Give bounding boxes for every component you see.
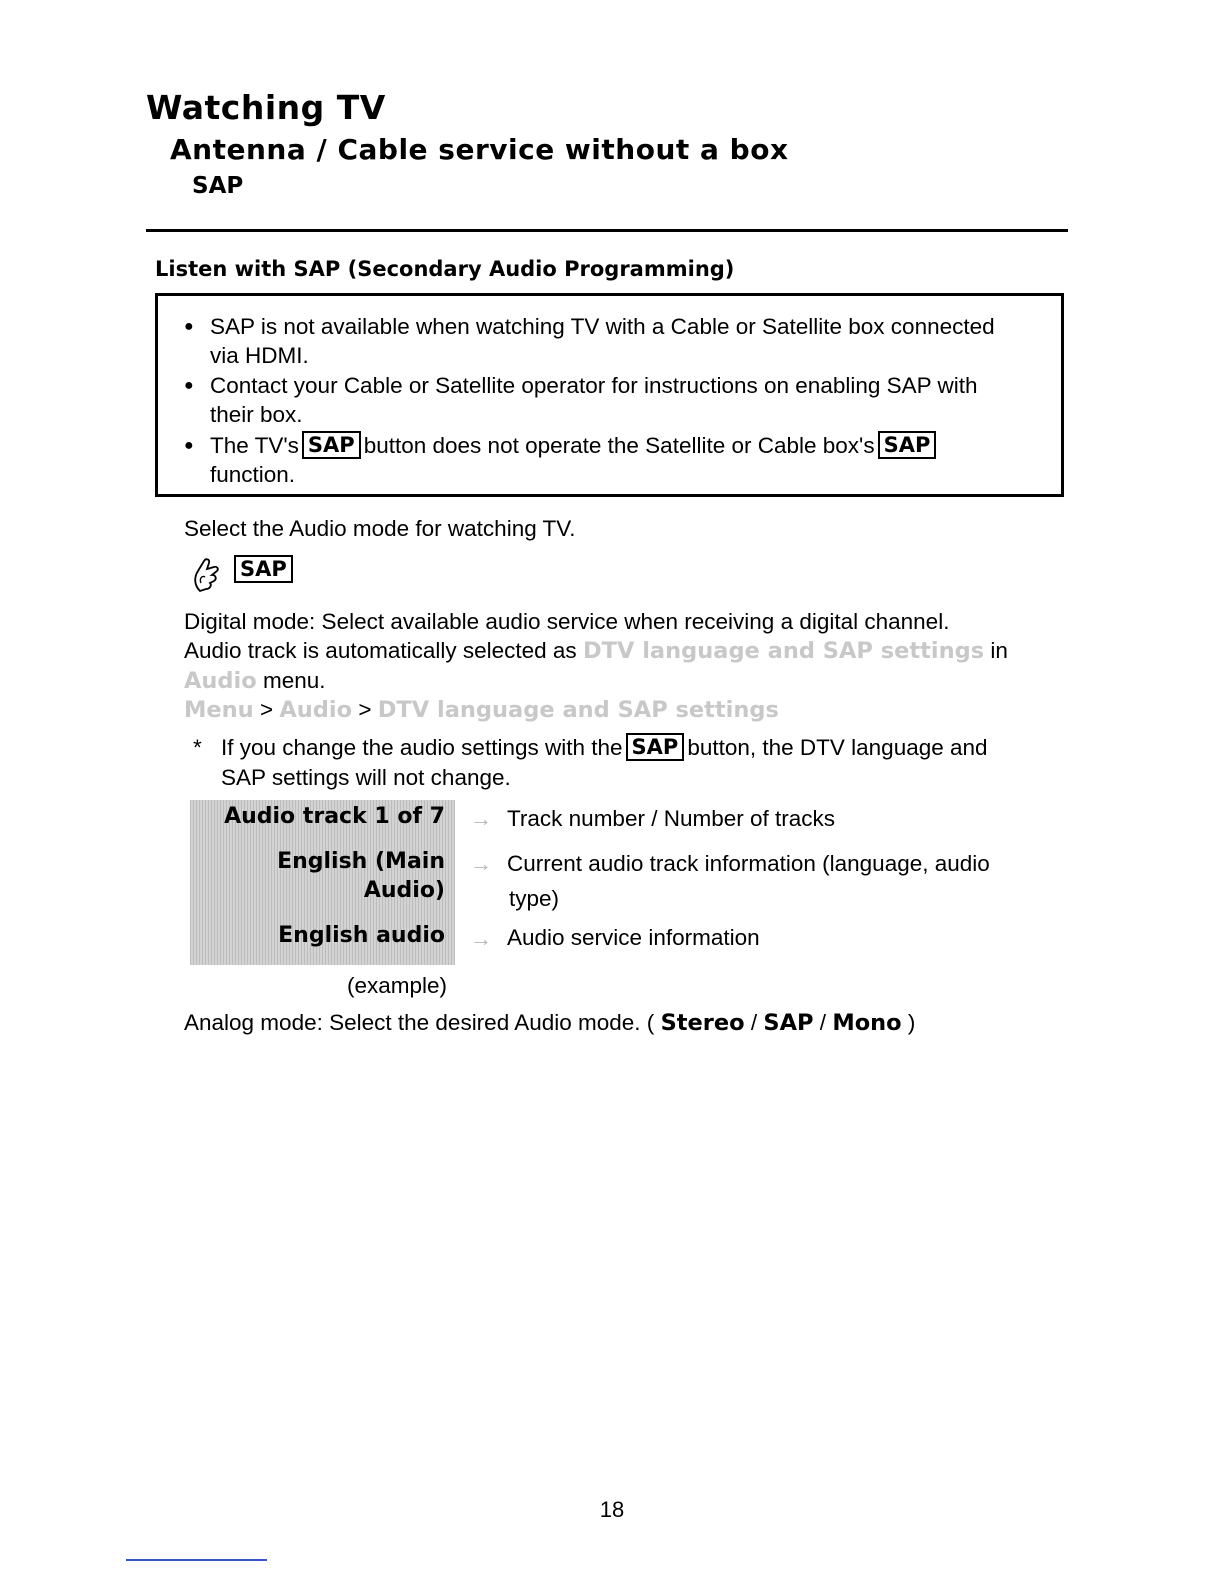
- note-line: The TV's SAP button does not operate the Satellite or Cable box's SAP: [210, 431, 1050, 460]
- intro-text: Select the Audio mode for watching TV.: [184, 516, 576, 541]
- osd-track-line: Audio track 1 of 7: [224, 804, 445, 829]
- osd-caption: (example): [347, 973, 448, 998]
- bullet-icon: ●: [184, 437, 194, 454]
- audio-menu-link[interactable]: Audio: [184, 668, 257, 694]
- dtv-settings-link[interactable]: DTV language and SAP settings: [377, 697, 779, 723]
- legend-item: Track number / Number of tracks: [507, 806, 836, 831]
- note-line: SAP is not available when watching TV with a Cable or Satellite box connected: [210, 314, 995, 339]
- subsection-heading: SAP: [192, 173, 244, 199]
- sap-key: SAP: [234, 555, 293, 583]
- arrow-icon: →: [470, 926, 492, 951]
- sap-key: SAP: [302, 431, 361, 459]
- legend-item: type): [509, 886, 560, 911]
- sap-option: SAP: [763, 1010, 814, 1036]
- digital-mode-text: Audio track is automatically selected as DTV language and SAP settings in: [184, 638, 1008, 664]
- footnote-text: SAP settings will not change.: [221, 765, 511, 790]
- bullet-icon: ●: [184, 377, 194, 394]
- note-line: Contact your Cable or Satellite operator for instructions on enabling SAP with: [210, 373, 978, 398]
- menu-link[interactable]: Menu: [184, 697, 254, 723]
- remote-hand-icon: [190, 555, 228, 595]
- note-line: their box.: [210, 402, 303, 427]
- dtv-settings-link[interactable]: DTV language and SAP settings: [582, 638, 985, 664]
- mono-option: Mono: [832, 1010, 902, 1036]
- stereo-option: Stereo: [660, 1010, 745, 1036]
- note-item: [210, 371, 1050, 429]
- digital-mode-text: Digital mode: Select available audio service when receiving a digital channel.: [184, 609, 950, 634]
- sap-key: SAP: [878, 431, 937, 459]
- heading-divider: [146, 229, 1068, 232]
- osd-language-line: Audio): [363, 878, 445, 903]
- topic-title: Listen with SAP (Secondary Audio Programming): [155, 257, 735, 281]
- notes-box: [155, 293, 1064, 497]
- footer-line: [126, 1559, 267, 1561]
- analog-mode-text: Analog mode: Select the desired Audio mode. ( Stereo / SAP / Mono ): [184, 1010, 916, 1036]
- arrow-icon: →: [470, 806, 492, 831]
- legend-item: Current audio track information (language, audio: [507, 851, 990, 876]
- footnote-star: *: [193, 735, 202, 760]
- note-item: [210, 312, 1050, 370]
- note-item: [210, 431, 1050, 489]
- bullet-icon: ●: [184, 318, 194, 335]
- page-title: Watching TV: [146, 88, 386, 127]
- osd-language-line: English (Main: [277, 849, 445, 874]
- section-heading: Antenna / Cable service without a box: [170, 133, 789, 166]
- legend-item: Audio service information: [507, 925, 760, 950]
- note-line: function.: [210, 462, 296, 487]
- audio-link[interactable]: Audio: [279, 697, 353, 723]
- arrow-icon: →: [470, 851, 492, 876]
- osd-service-line: English audio: [278, 923, 445, 948]
- note-line: via HDMI.: [210, 343, 309, 368]
- audio-track-osd: [190, 800, 455, 965]
- menu-path: Menu > Audio > DTV language and SAP settings: [184, 697, 779, 723]
- digital-mode-text: Audio menu.: [184, 668, 326, 694]
- page-number: 18: [599, 1497, 625, 1522]
- footnote-text: If you change the audio settings with the SAP button, the DTV language and: [221, 735, 988, 760]
- sap-key: SAP: [626, 733, 685, 761]
